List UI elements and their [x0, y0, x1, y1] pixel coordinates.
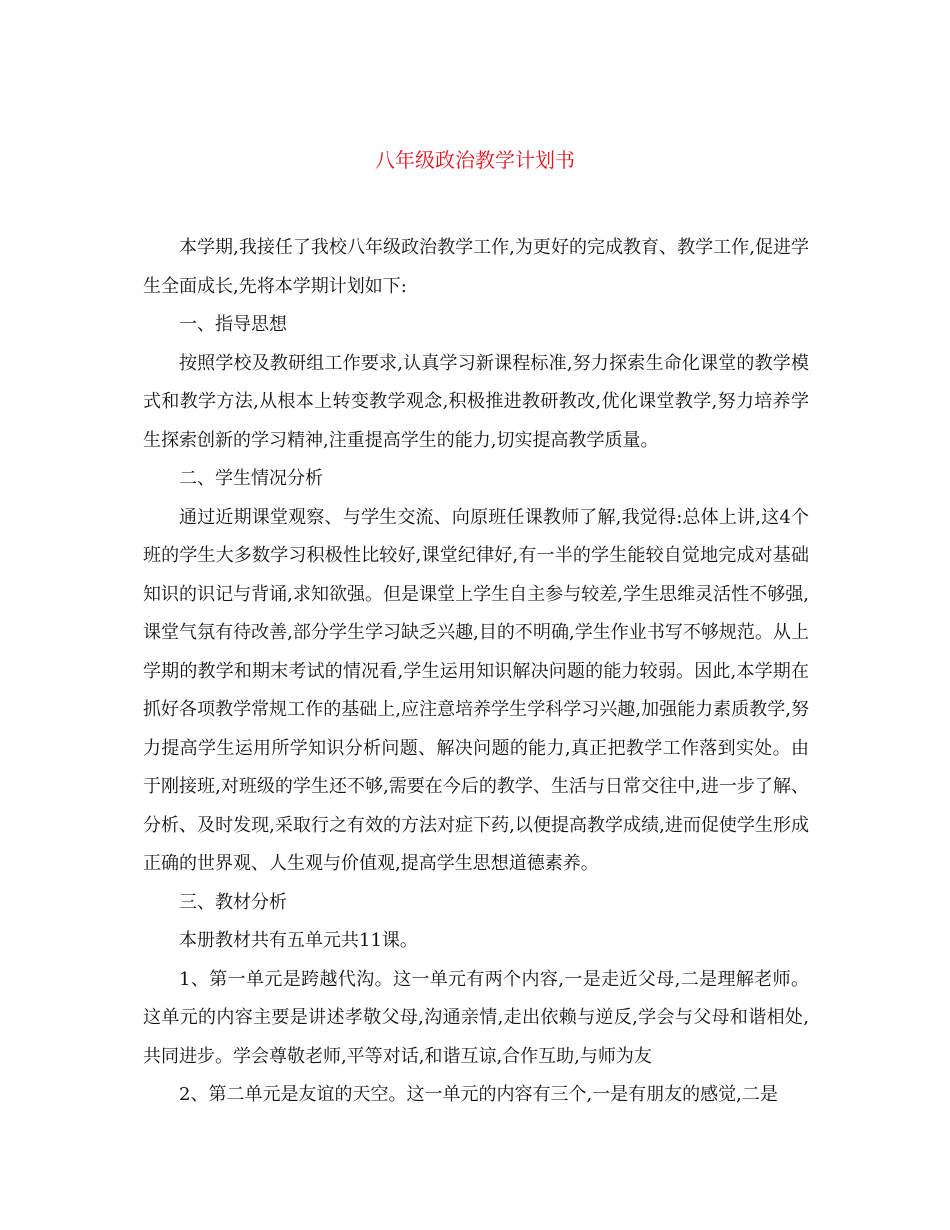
- section-heading-textbook-analysis: 三、教材分析: [179, 891, 287, 913]
- document-body: [143, 229, 809, 1115]
- section-heading-guiding-thought: 一、指导思想: [179, 314, 287, 335]
- unit-one-paragraph: 1、第一单元是跨越代沟。这一单元有两个内容,一是走近父母,二是理解老师。这单元的内容主要是讲述孝敬父母,沟通亲情,走出依赖与逆反,学会与父母和谐相处,共同进步。学会尊敬老师,平等对话,和谐互谅,合作互助,与师为友: [143, 968, 809, 1067]
- intro-paragraph: 本学期,我接任了我校八年级政治教学工作,为更好的完成教育、教学工作,促进学生全面成长,先将本学期计划如下:: [143, 237, 809, 297]
- textbook-overview-paragraph: 本册教材共有五单元共11课。: [179, 930, 418, 951]
- unit-two-paragraph: 2、第二单元是友谊的天空。这一单元的内容有三个,一是有朋友的感觉,二是: [179, 1084, 778, 1105]
- document-title: 八年级政治教学计划书: [375, 148, 575, 172]
- section-heading-student-analysis: 二、学生情况分析: [179, 468, 323, 489]
- student-analysis-paragraph: 通过近期课堂观察、与学生交流、向原班任课教师了解,我觉得:总体上讲,这4个班的学生大多数学习积极性比较好,课堂纪律好,有一半的学生能较自觉地完成对基础知识的识记与背诵,求知欲强。但是课堂上学生自主参与较差,学生思维灵活性不够强,课堂气氛有待改善,部分学生学习缺乏兴趣,目的不明确,学生作业书写不够规范。从上学期的教学和期末考试的情况看,学生运用知识解决问题的能力较弱。因此,本学期在抓好各项教学常规工作的基础上,应注意培养学生学科学习兴趣,加强能力素质教学,努力提高学生运用所学知识分析问题、解决问题的能力,真正把教学工作落到实处。由于刚接班,对班级的学生还不够,需要在今后的教学、生活与日常交往中,进一步了解、分析、及时发现,采取行之有效的方法对症下药,以便提高教学成绩,进而促使学生形成正确的世界观、人生观与价值观,提高学生思想道德素养。: [143, 506, 809, 874]
- guiding-thought-paragraph: 按照学校及教研组工作要求,认真学习新课程标准,努力探索生命化课堂的教学模式和教学方法,从根本上转变教学观念,积极推进教研教改,优化课堂教学,努力培养学生探索创新的学习精神,注重提高学生的能力,切实提高教学质量。: [143, 352, 809, 451]
